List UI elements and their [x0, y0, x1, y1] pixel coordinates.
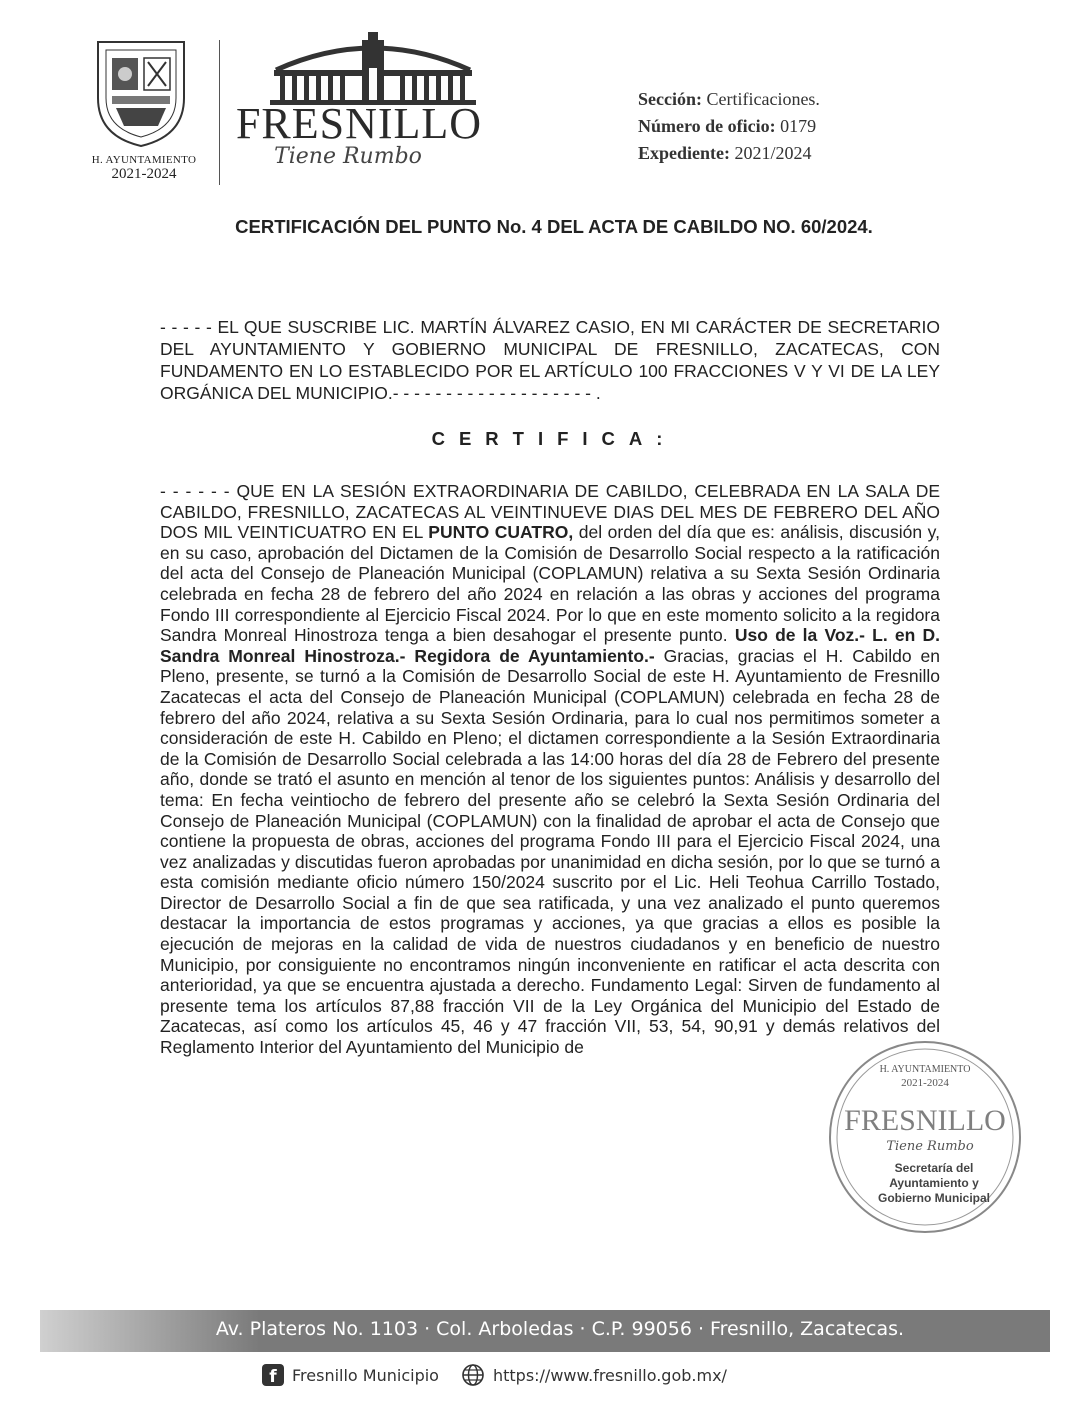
seccion-value: Certificaciones. [706, 89, 820, 109]
seal-caption [88, 154, 200, 183]
header-divider [219, 40, 220, 185]
expediente-value: 2021/2024 [734, 143, 812, 163]
stamp-line1: H. AYUNTAMIENTO [879, 1064, 971, 1075]
certification-body [160, 481, 940, 1058]
document-metadata [638, 86, 820, 167]
stamp-line2: 2021-2024 [901, 1077, 949, 1089]
footer-address: Av. Plateros No. 1103 · Col. Arboledas · C.P. 99056 · Fresnillo, Zacatecas. [215, 1318, 905, 1340]
stamp-line4: Tiene Rumbo [886, 1139, 974, 1154]
body-text-3: Gracias, gracias el H. Cabildo en Pleno, presente, se turnó a la Comisión de Desarrollo Social de este H. Ayuntamiento de Fresnillo Zacatecas el acta del Consejo de Planeación Municipal (COPLAMUN) celebrada en fecha 28 de febrero del año 2024, relativa a su Sexta Sesión Ordinaria, para lo cual nos permitimos someter a consideración de este H. Cabildo en Pleno; el dictamen correspondiente a la Sesión Extraordinaria de la Comisión de Desarrollo Social celebrada a las 14:00 horas del día 28 de Febrero del presente año, donde se trató el asunto en mención al tenor de los siguientes puntos: Análisis y desarrollo del tema: En fecha veintiocho de febrero del presente año se celebró la Sexta Sesión Ordinaria del Consejo de Planeación Municipal (COPLAMUN) con la finalidad de aprobar el acta de Consejo que contiene la propuesta de obras, acciones del programa Fondo III para el Ejercicio Fiscal 2024, una vez analizadas y discutidas fueron aprobadas por unanimidad en dicha sesión, por lo que se turnó a esta comisión mediante oficio número 150/2024 suscrito por el Lic. Heli Teohua Carrillo Tostado, Director de Desarrollo Social a fin de que sea ratificada, y una vez analizado el punto queremos destacar la importancia de estos programas y acciones, ya que gracias a ellos es posible la ejecución de mejoras en la calidad de vida de nuestros ciudadanos y en beneficio de nuestro Municipio, por consiguiente no encontramos ningún inconveniente en ratificar el acta descrita con anterioridad, ya que se encuentra ajustada a derecho. Fundamento Legal: Sirven de fundamento al presente tema los artículos 87,88 fracción VII de la Ley Orgánica del Municipio del Estado de Zacatecas, así como los artículos 45, 46 y 47 fracción VII, 53, 54, 90,91 y demás relativos del Reglamento Interior del Ayuntamiento del Municipio de [160, 645, 940, 1058]
stamp-line6: Ayuntamiento y [889, 1176, 979, 1190]
facebook-link[interactable]: Fresnillo Municipio [292, 1365, 439, 1385]
oficio-row [638, 113, 820, 140]
stamp-line3: FRESNILLO [844, 1104, 1006, 1137]
expediente-row [638, 140, 820, 167]
intro-paragraph: - - - - - EL QUE SUSCRIBE LIC. MARTÍN ÁLVAREZ CASIO, EN MI CARÁCTER DE SECRETARIO DEL AYUNTAMIENTO Y GOBIERNO MUNICIPAL DE FRESNILLO, ZACATECAS, CON FUNDAMENTO EN LO ESTABLECIDO POR EL ARTÍCULO 100 FRACCIONES V Y VI DE LA LEY ORGÁNICA DEL MUNICIPIO.- - - - - - - - - - - - - - - - - - - . [160, 317, 940, 403]
fresnillo-building-icon [270, 30, 476, 106]
oficio-value: 0179 [780, 116, 817, 136]
footer-contact-row [262, 1362, 727, 1388]
body-bold-uso-voz: Uso de la Voz.- L. en D. Sandra Monreal Hinostroza.- Regidora de Ayuntamiento.- [160, 625, 940, 666]
stamp-line7: Gobierno Municipal [877, 1191, 991, 1205]
document-title: CERTIFICACIÓN DEL PUNTO No. 4 DEL ACTA DE CABILDO NO. 60/2024. [235, 216, 873, 237]
certifica-heading: CERTIFICA: [431, 428, 677, 449]
facebook-icon[interactable]: f [262, 1364, 284, 1386]
municipal-seal-icon [88, 36, 194, 148]
body-text-1: - - - - - - QUE EN LA SESIÓN EXTRAORDINARIA DE CABILDO, CELEBRADA EN LA SALA DE CABILDO, FRESNILLO, ZACATECAS AL VEINTINUEVE DIAS DEL MES DE FEBRERO DEL AÑO DOS MIL VEINTICUATRO EN EL [160, 481, 940, 543]
logo-wordmark: FRESNILLO [235, 99, 483, 148]
seal-caption-line2: 2021-2024 [111, 166, 177, 182]
body-bold-punto: PUNTO CUATRO, [428, 522, 574, 543]
logo-tagline: Tiene Rumbo [274, 144, 422, 169]
official-stamp [826, 1038, 1024, 1236]
website-link[interactable]: https://www.fresnillo.gob.mx/ [492, 1365, 727, 1385]
stamp-line5: Secretaría del [894, 1161, 974, 1175]
globe-icon [461, 1363, 485, 1387]
body-text-2: del orden del día que es: análisis, discusión y, en su caso, aprobación del Dictamen de la Comisión de Desarrollo Social respecto a la ratificación del acta del Consejo de Planeación Municipal (COPLAMUN) relativa a su Sexta Sesión Ordinaria celebrada en fecha 28 de febrero del año 2024 en relación a las obras y acciones del programa Fondo III correspondiente al Ejercicio Fiscal 2024. Por lo que en este momento solicito a la regidora Sandra Monreal Hinostroza tenga a bien desahogar el presente punto. [160, 522, 940, 646]
seccion-row [638, 86, 820, 113]
oficio-label: Número de oficio: [638, 116, 776, 136]
expediente-label: Expediente: [638, 143, 730, 163]
seal-caption-line1: H. AYUNTAMIENTO [91, 154, 197, 166]
seccion-label: Sección: [638, 89, 702, 109]
